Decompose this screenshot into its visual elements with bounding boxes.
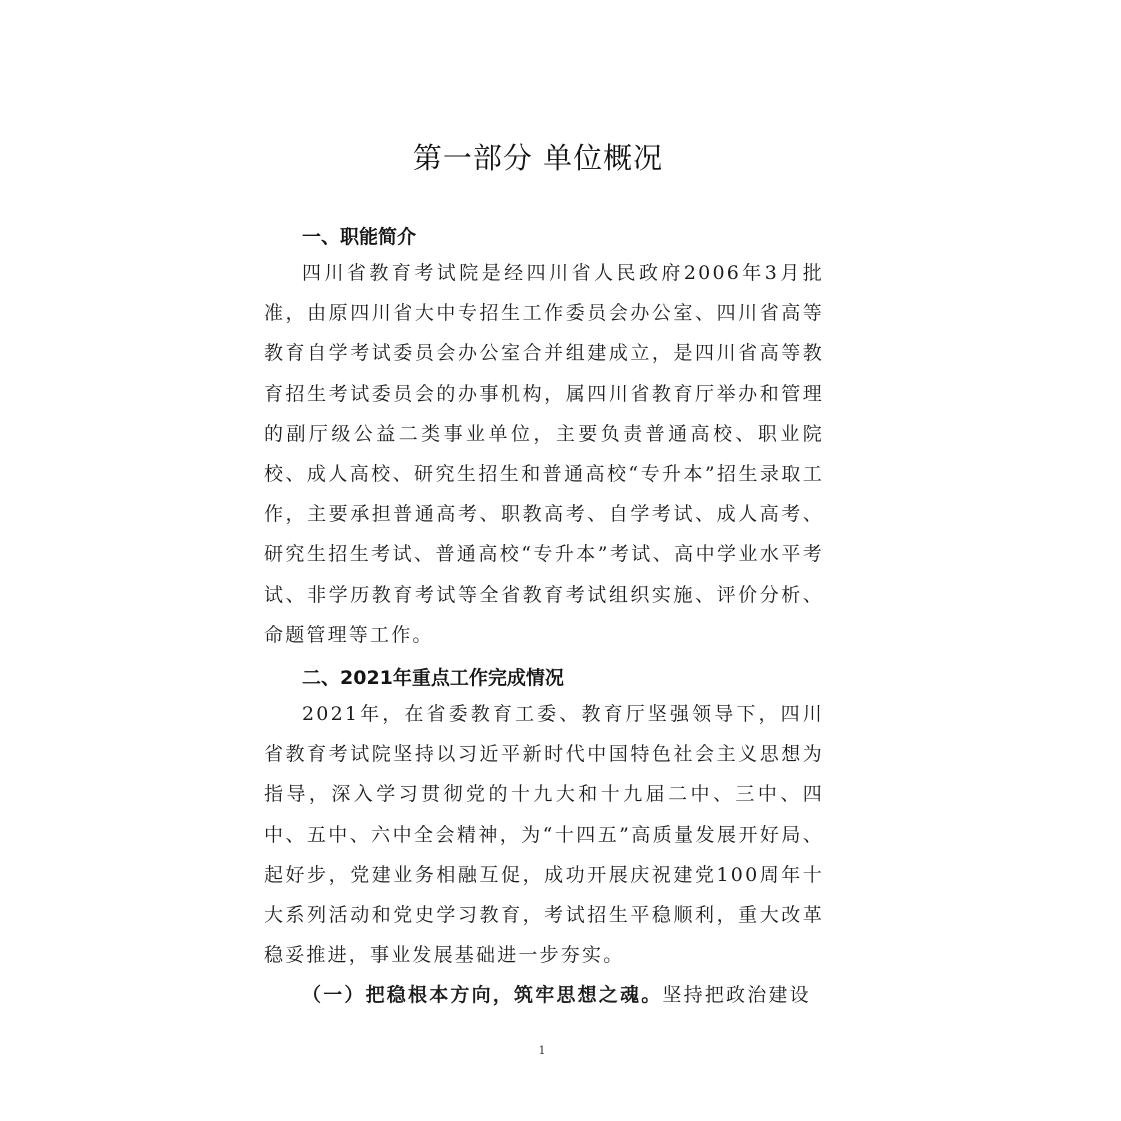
subsection-paragraph bbox=[264, 975, 824, 1015]
subsection-lead: （一）把稳根本方向，筑牢思想之魂。 bbox=[302, 984, 663, 1006]
section-heading-functions: 一、职能简介 bbox=[302, 226, 417, 248]
subsection-text: 坚持把政治建设 bbox=[662, 984, 811, 1006]
section-heading-work-2021: 二、2021年重点工作完成情况 bbox=[302, 667, 564, 689]
page-title: 第一部分 单位概况 bbox=[412, 141, 664, 175]
page-number: 1 bbox=[538, 1044, 546, 1057]
section-body-work-2021: 2021年，在省委教育工委、教育厅坚强领导下，四川省教育考试院坚持以习近平新时代中国特色社会主义思想为指导，深入学习贯彻党的十九大和十九届二中、三中、四中、五中、六中全会精神，为“十四五”高质量发展开好局、起好步，党建业务相融互促，成功开展庆祝建党100周年十大系列活动和党史学习教育，考试招生平稳顺利，重大改革稳妥推进，事业发展基础进一步夯实。 bbox=[264, 703, 824, 967]
section-body-functions: 四川省教育考试院是经四川省人民政府2006年3月批准，由原四川省大中专招生工作委员会办公室、四川省高等教育自学考试委员会办公室合并组建成立，是四川省高等教育招生考试委员会的办事机构，属四川省教育厅举办和管理的副厅级公益二类事业单位，主要负责普通高校、职业院校、成人高校、研究生招生和普通高校“专升本”招生录取工作，主要承担普通高考、职教高考、自学考试、成人高考、研究生招生考试、普通高校“专升本”考试、高中学业水平考试、非学历教育考试等全省教育考试组织实施、评价分析、命题管理等工作。 bbox=[264, 262, 824, 646]
